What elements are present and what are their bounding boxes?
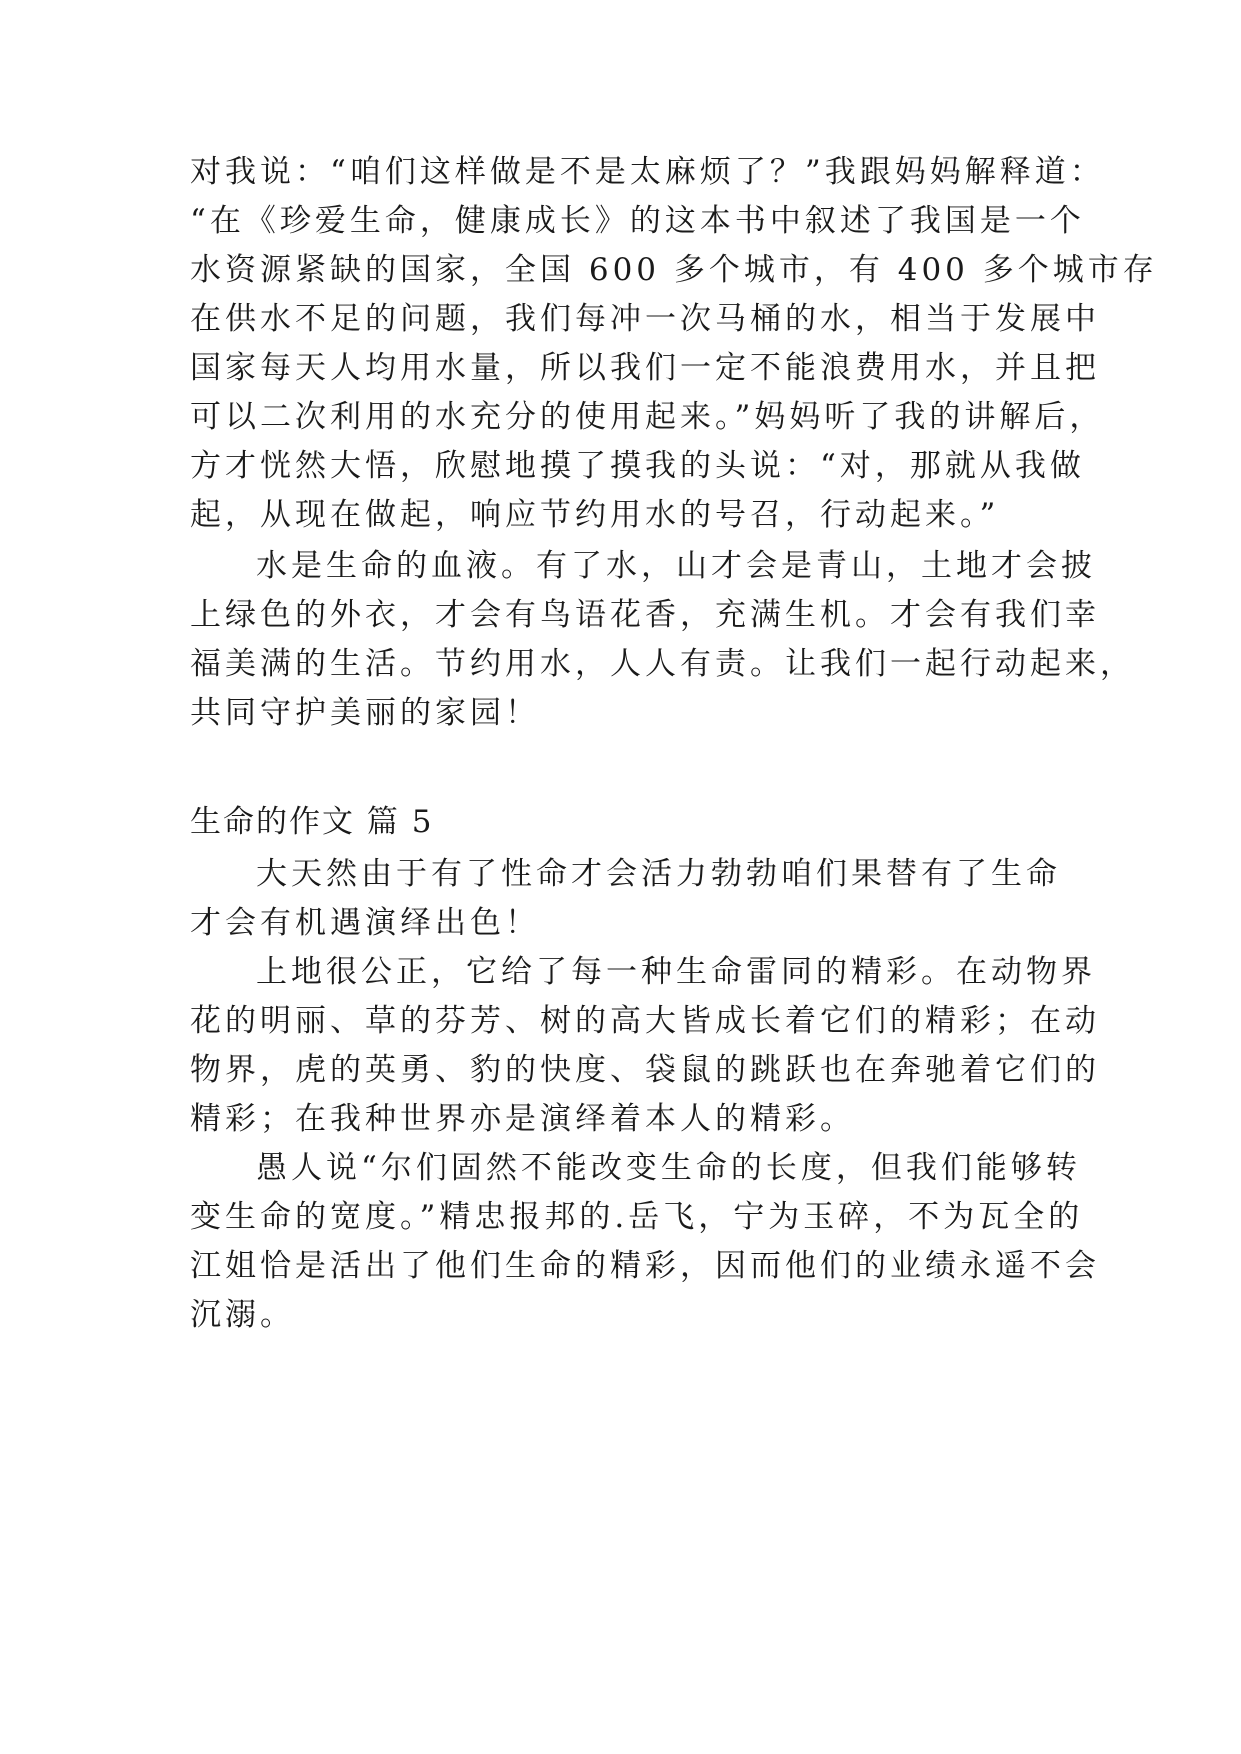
text-line: 精彩；在我种世界亦是演绎着本人的精彩。 [190, 1101, 855, 1137]
paragraph-first-line: 水是生命的血液。有了水，山才会是青山，土地才会披 [256, 548, 1096, 584]
text-line: 花的明丽、草的芬芳、树的高大皆成长着它们的精彩；在动 [190, 1003, 1100, 1039]
text-line: 才会有机遇演绎出色！ [190, 905, 540, 941]
text-line: 水资源紧缺的国家，全国 600 多个城市，有 400 多个城市存 [190, 252, 1158, 288]
text-line: 共同守护美丽的家园！ [190, 695, 540, 731]
text-line: 沉溺。 [190, 1297, 295, 1333]
text-line: 在供水不足的问题，我们每冲一次马桶的水，相当于发展中 [190, 301, 1100, 337]
text-line: 可以二次利用的水充分的使用起来。”妈妈听了我的讲解后， [190, 399, 1105, 435]
text-line: 物界，虎的英勇、豹的快度、袋鼠的跳跃也在奔驰着它们的 [190, 1052, 1100, 1088]
text-line: 变生命的宽度。”精忠报邦的.岳飞，宁为玉碎，不为瓦全的 [190, 1199, 1084, 1235]
text-line: 上绿色的外衣，才会有鸟语花香，充满生机。才会有我们幸 [190, 597, 1100, 633]
text-line: “在《珍爱生命，健康成长》的这本书中叙述了我国是一个 [190, 203, 1085, 239]
text-line: 方才恍然大悟，欣慰地摸了摸我的头说：“对，那就从我做 [190, 448, 1085, 484]
paragraph-first-line: 大天然由于有了性命才会活力勃勃咱们果替有了生命 [256, 856, 1061, 892]
text-line: 对我说：“咱们这样做是不是太麻烦了？”我跟妈妈解释道： [190, 154, 1105, 190]
text-line: 福美满的生活。节约用水，人人有责。让我们一起行动起来， [190, 646, 1135, 682]
text-line: 江姐恰是活出了他们生命的精彩，因而他们的业绩永遥不会 [190, 1248, 1100, 1284]
text-line: 国家每天人均用水量，所以我们一定不能浪费用水，并且把 [190, 350, 1100, 386]
paragraph-first-line: 愚人说“尔们固然不能改变生命的长度，但我们能够转 [256, 1150, 1081, 1186]
section-heading: 生命的作文 篇 5 [190, 804, 434, 840]
text-line: 起，从现在做起，响应节约用水的号召，行动起来。” [190, 497, 1000, 533]
paragraph-first-line: 上地很公正，它给了每一种生命雷同的精彩。在动物界 [256, 954, 1096, 990]
